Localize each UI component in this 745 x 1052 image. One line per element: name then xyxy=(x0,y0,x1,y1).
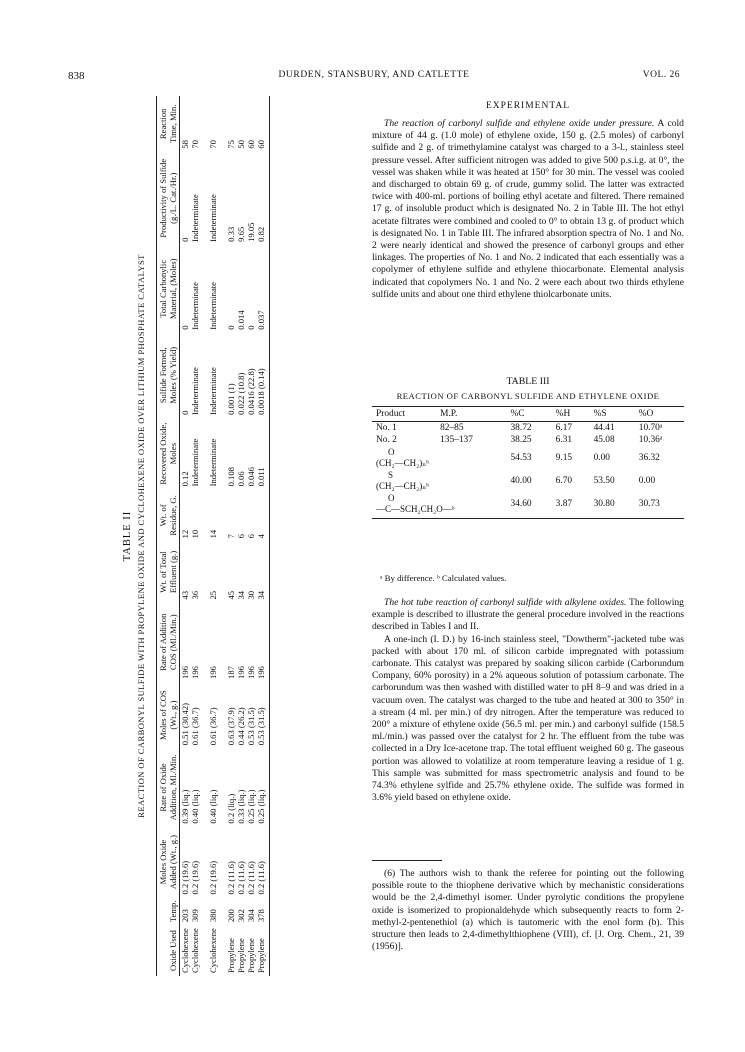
table-cell: 34.60 xyxy=(506,492,551,519)
table-cell: 54.53 xyxy=(510,452,532,463)
table-row xyxy=(218,96,236,976)
table-2-title: TABLE II xyxy=(122,510,133,562)
paragraph-title: The reaction of carbonyl sulfide and ethylene oxide under pressure. xyxy=(384,118,655,129)
table-cell: 7 xyxy=(226,534,236,539)
table-cell: 0.39 (liq.) xyxy=(180,789,190,824)
table-cell: 70 xyxy=(190,140,200,149)
table-cell: 34 xyxy=(236,590,246,600)
table-3-column-header: %C xyxy=(506,407,551,422)
table-3-footnote: ᵃ By difference. ᵇ Calculated values. xyxy=(380,573,507,583)
table-cell: 0.2 (11.6) xyxy=(236,861,246,895)
table-2-rotated xyxy=(122,96,352,976)
table-3-column-header: %H xyxy=(552,407,590,422)
table-2-column-header: Productivity of Sulfide (g./L. Cat./Hr.) xyxy=(157,152,180,245)
table-2-region xyxy=(122,96,352,976)
table-cell: 40.00 xyxy=(510,475,532,486)
footnote-6-text: (6) The authors wish to thank the referee for pointing out the following possible route to the thiophene derivative which by mechanistic considerations would be the 2,4-dimethyl isomer. Under pyrolytic conditions the propylene oxide is isomerized to propionaldehyde which subsequently reacts to form 2-methyl-2-pentenethiol (a) which is tautomeric with the enol form (b). This structure then leads to 2,4-dimethylthiophene (VIII), cf. [J. Org. Chem., 21, 39 (1956)]. xyxy=(372,868,684,953)
table-cell: 0.12 xyxy=(180,471,190,487)
table-2-column-header: Reaction Time, Min. xyxy=(157,96,180,152)
table-cell: 45.08 xyxy=(593,435,615,445)
table-cell: 0.037 xyxy=(256,245,270,333)
table-2 xyxy=(156,96,270,976)
table-cell: 0.33 (liq.) xyxy=(236,789,246,824)
table-cell: 0.022 (10.8) xyxy=(236,372,246,415)
table-cell: 30.73 xyxy=(635,492,684,519)
table-cell: 0.53 (31.5) xyxy=(246,707,256,746)
footnote-6 xyxy=(372,868,684,953)
table-cell: 0.2 (liq.) xyxy=(226,793,236,824)
table-2-caption: REACTION OF CARBONYL SULFIDE WITH PROPYLENE OXIDE AND CYCLOHEXENE OXIDE OVER LITHIUM PHOSPHATE CATALYST xyxy=(136,254,146,818)
table-cell: 0.2 (19.6) xyxy=(180,860,190,895)
table-cell: 14 xyxy=(208,529,218,539)
table-cell: 0.011 xyxy=(256,418,270,489)
formula-top: O xyxy=(388,493,395,503)
table-cell: 36.32 xyxy=(638,452,660,463)
paragraph-body: A cold mixture of 44 g. (1.0 mole) of ethylene oxide, 150 g. (2.5 moles) of carbonyl sulfide and 2 g. of trimethylamine catalyst was charged to a 3-l., stainless steel pressure vessel. After sufficient nitrogen was added to give 500 p.s.i.g. at 0°, the vessel was shaken while it was heated at 150° for 30 min. The vessel was cooled and discharged to obtain 69 g. of crude, gummy solid. The latter was extracted twice with 400-ml. portions of boiling ethyl acetate and filtered. There remained 17 g. of insoluble product which is designated No. 2 in Table III. The hot ethyl acetate filtrates were combined and cooled to 0° to obtain 13 g. of product which is designated No. 1 in Table III. The infrared absorption spectra of No. 1 and No. 2 were nearly identical and showed the presence of carbonyl groups and ether linkages. The properties of No. 1 and No. 2 indicated that each essentially was a copolymer of ethylene sulfide and ethylene thiocarbonate. Elemental analysis indicated that copolymers No. 1 and No. 2 were each about two thirds ethylene sulfide units and about one third ethylene thiolcarbonate units. xyxy=(372,118,684,300)
table-3-caption: REACTION OF CARBONYL SULFIDE AND ETHYLENE OXIDE xyxy=(396,391,660,401)
table-cell: 38.25 xyxy=(510,435,532,445)
table-cell: Cyclohexene xyxy=(180,928,190,973)
table-cell: 0 xyxy=(226,325,236,330)
table-cell: 0.61 (36.7) xyxy=(208,707,218,746)
table-cell: 0.61 (36.7) xyxy=(190,707,200,746)
table-3-column-header: M.P. xyxy=(436,407,506,422)
table-2-column-header: Wt. of Residue, G. xyxy=(157,489,180,541)
table-cell: Cyclohexene xyxy=(208,928,218,973)
hot-tube-paragraph-2: A one-inch (I. D.) by 16-inch stainless steel, "Dowtherm"-jacketed tube was packed with about 170 ml. of silicon carbide impregnated with potassium carbonate. This catalyst was prepared by soaking silicon carbide (Carborundum Company, 60% porosity) in a 2% aqueous solution of potassium carbonate. The carborundum was then washed with distilled water to pH 8–9 and was dried in a vacuum oven. The catalyst was charged to the tube and heated at 300 to 350° in a stream (4 ml. per min.) of dry nitrogen. After the temperature was reduced to 200° a mixture of ethylene oxide (56.5 ml. per min.) and carbonyl sulfide (158.5 ml./min.) was passed over the catalyst for 2 hr. The effluent from the tube was collected in a Dry Ice-acetone trap. The total effluent weighed 60 g. The gaseous portion was allowed to volatilize at room temperature leaving a residue of 1 g. This sample was submitted for mass spectrometric analysis and found to be 74.3% ethylene sylfide and 25.7% ethylene oxide. The sulfide was formed in 3.6% yield based on ethylene oxide. xyxy=(372,633,684,804)
table-2-column-header: Recovered Oxide, Moles xyxy=(157,418,180,489)
table-3-column-header: %S xyxy=(590,407,635,422)
table-cell: 30.80 xyxy=(590,492,635,519)
table-cell: 45 xyxy=(226,590,236,600)
table-cell: 0.014 xyxy=(236,310,246,330)
table-cell: 9.65 xyxy=(236,226,246,242)
formula-top: O xyxy=(388,447,395,457)
table-cell: Indeterminate xyxy=(208,438,218,487)
table-2-body xyxy=(180,96,270,976)
table-cell: Cyclohexene xyxy=(190,928,200,973)
table-cell: 10.36ᵃ xyxy=(638,435,663,445)
table-row xyxy=(200,96,218,976)
table-cell: 0.51 (30.42) xyxy=(180,703,190,746)
table-cell: Indeterminate xyxy=(208,194,218,242)
table-cell: 38.72 xyxy=(510,423,532,433)
table-cell: 0.00 xyxy=(638,475,656,486)
table-cell: No. 1 xyxy=(376,423,397,433)
table-cell: 200 xyxy=(226,909,236,923)
table-cell: Indeterminate xyxy=(190,194,200,242)
table-3-body xyxy=(372,422,684,519)
table-row xyxy=(372,434,684,446)
table-2-column-header: Total Carbonylic Material, (Moles) xyxy=(157,245,180,333)
table-row xyxy=(372,492,684,519)
formula-bottom: —C—SCH₂CH₂O—ᵇ xyxy=(376,503,455,514)
table-cell: 0.63 (37.9) xyxy=(226,707,236,746)
table-cell: 0.44 (26.2) xyxy=(236,707,246,746)
table-cell: 70 xyxy=(208,140,218,149)
table-cell: 12 xyxy=(180,529,190,539)
table-2-column-header: Temp. xyxy=(157,898,180,926)
table-2-column-header: Moles of COS (Wt., g.) xyxy=(157,682,180,748)
structure-formula xyxy=(372,446,506,469)
hot-tube-paragraph-1 xyxy=(372,597,684,634)
structure-formula xyxy=(372,469,506,492)
experimental-paragraph xyxy=(372,118,684,301)
table-cell: 0.82 xyxy=(256,152,270,245)
table-2-column-header: Wt. of Total Effluent (g.) xyxy=(157,541,180,602)
table-cell: 10 xyxy=(190,529,200,539)
paragraph-title: The hot tube reaction of carbonyl sulfide with alkylene oxides. xyxy=(384,597,627,608)
table-cell: 187 xyxy=(226,666,236,679)
table-cell: 19.05 xyxy=(246,222,256,242)
page-header xyxy=(68,70,680,84)
table-cell: 0 xyxy=(246,325,256,330)
table-cell: 380 xyxy=(208,909,218,923)
table-3-column-header: %O xyxy=(635,407,684,422)
table-cell: 0.33 xyxy=(226,226,236,242)
formula-bottom: (CH₂—CH₂)ₙᵇ xyxy=(376,480,429,491)
table-cell: Indeterminate xyxy=(190,281,200,330)
table-cell: 36 xyxy=(190,590,200,600)
table-cell: 50 xyxy=(236,140,246,149)
table-cell: 0.40 (liq.) xyxy=(208,789,218,824)
table-cell: 44.41 xyxy=(593,423,615,433)
table-row xyxy=(236,96,246,976)
table-cell: 0 xyxy=(180,410,190,415)
table-cell: 30 xyxy=(246,590,256,600)
table-cell: 9.15 xyxy=(555,452,573,463)
table-3-column-header: Product xyxy=(372,407,436,422)
table-cell: 196 xyxy=(208,666,218,679)
table-cell: 0.00 xyxy=(593,452,610,463)
table-2-column-header: Rate of Oxide Addition, Ml./Min. xyxy=(157,748,180,826)
table-cell: 0.2 (11.6) xyxy=(246,861,256,895)
table-cell: 0.2 (19.6) xyxy=(208,860,218,895)
table-cell: 43 xyxy=(180,590,190,600)
table-row xyxy=(256,96,270,976)
table-row xyxy=(372,422,684,435)
table-cell: 378 xyxy=(256,898,270,926)
table-cell: Indeterminate xyxy=(190,367,200,415)
table-cell: 304 xyxy=(246,909,256,923)
table-cell: 6 xyxy=(246,534,256,539)
table-cell: Indeterminate xyxy=(208,367,218,415)
running-head: DURDEN, STANSBURY, AND CATLETTE xyxy=(278,70,470,80)
table-cell: 53.50 xyxy=(593,475,615,486)
table-cell: Propylene xyxy=(246,938,256,973)
table-3 xyxy=(372,406,684,519)
table-cell: 4 xyxy=(256,489,270,541)
table-2-column-header: Sulfide Formed, Moles (% Yield) xyxy=(157,333,180,418)
table-cell: 203 xyxy=(180,909,190,923)
table-cell: Propylene xyxy=(256,925,270,976)
table-2-header-row xyxy=(157,96,180,976)
table-cell: 6.17 xyxy=(555,423,573,433)
table-cell: 0.001 (1) xyxy=(226,383,236,415)
table-cell: 0.2 (19.6) xyxy=(190,860,200,895)
formula-bottom: (CH₂—CH₂)ₙᵇ xyxy=(376,457,429,468)
table-cell: 0.0416 (22.8) xyxy=(246,368,256,415)
table-row xyxy=(180,96,191,976)
table-cell: 0.25 (liq.) xyxy=(246,789,256,824)
table-cell: 302 xyxy=(236,909,246,923)
volume-label: VOL. 26 xyxy=(642,70,680,80)
table-cell: 60 xyxy=(256,96,270,152)
table-cell: 82–85 xyxy=(440,423,464,433)
table-3-title: TABLE III xyxy=(506,376,550,387)
table-cell: 0.40 (liq.) xyxy=(190,789,200,824)
table-cell: 0.2 (11.6) xyxy=(226,861,236,895)
table-cell: No. 2 xyxy=(376,435,397,445)
experimental-section xyxy=(372,118,684,301)
table-cell: 0.2 (11.6) xyxy=(256,827,270,898)
table-cell: 0.25 (liq.) xyxy=(256,748,270,826)
table-row xyxy=(372,469,684,492)
table-cell: 0 xyxy=(180,325,190,330)
table-cell: Indeterminate xyxy=(208,281,218,330)
table-cell: Indeterminate xyxy=(190,438,200,487)
table-2-column-header: Oxide Used xyxy=(157,925,180,976)
table-cell: 0.53 (31.5) xyxy=(256,682,270,748)
table-cell: 309 xyxy=(190,909,200,923)
table-cell: 6 xyxy=(236,534,246,539)
table-cell: Propylene xyxy=(236,938,246,973)
table-2-column-header: Moles Oxide Added (Wt., g.) xyxy=(157,827,180,898)
table-cell: 58 xyxy=(180,140,190,149)
table-cell: 196 xyxy=(180,666,190,679)
table-2-column-header: Rate of Addition COS (Ml./Min.) xyxy=(157,603,180,682)
table-cell: 6.70 xyxy=(555,475,573,486)
table-cell: 10.70ᵃ xyxy=(638,423,663,433)
table-cell: 0.046 xyxy=(246,467,256,487)
table-row xyxy=(372,446,684,469)
table-row xyxy=(190,96,200,976)
table-cell: 0 xyxy=(180,237,190,242)
table-cell: 25 xyxy=(208,590,218,600)
table-cell: 0.0018 (0.14) xyxy=(256,333,270,418)
paragraph-body: The following example is described to illustrate the general procedure involved in the reactions described in Tables I and II. xyxy=(372,597,684,633)
footnote-divider xyxy=(372,860,442,861)
experimental-heading: EXPERIMENTAL xyxy=(485,101,571,111)
table-cell: 60 xyxy=(246,140,256,149)
table-cell: 196 xyxy=(236,666,246,679)
table-3-header-row xyxy=(372,407,684,422)
table-cell: 3.87 xyxy=(552,492,590,519)
table-cell: 0.06 xyxy=(236,471,246,487)
table-cell: 135–137 xyxy=(440,435,473,445)
table-cell: 34 xyxy=(256,541,270,602)
table-cell: 0.108 xyxy=(226,467,236,487)
table-row xyxy=(246,96,256,976)
table-cell: 6.31 xyxy=(555,435,573,445)
table-cell: Propylene xyxy=(226,938,236,973)
page-number: 838 xyxy=(68,70,85,82)
table-cell: 196 xyxy=(246,666,256,679)
table-cell: 196 xyxy=(190,666,200,679)
formula-top: S xyxy=(388,470,394,480)
structure-formula xyxy=(372,492,506,519)
hot-tube-section xyxy=(372,597,684,804)
table-cell: 196 xyxy=(256,603,270,682)
table-cell: 75 xyxy=(226,140,236,149)
